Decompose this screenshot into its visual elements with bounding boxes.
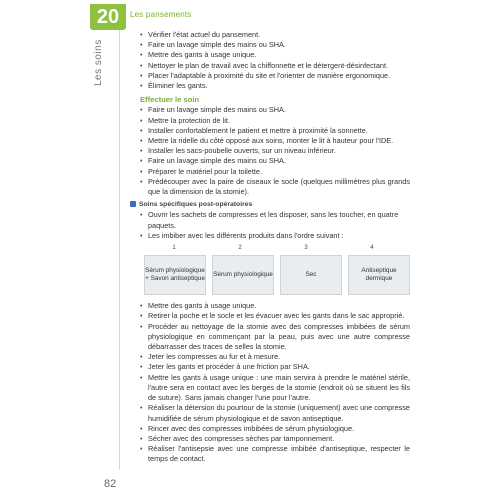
subsection-list-before — [140, 210, 410, 241]
list-item: • Éliminer les gants. — [140, 81, 410, 91]
step-number: 4 — [370, 245, 374, 252]
list-item: • Placer l'adaptable à proximité du site et l'orienter de manière ergonomique. — [140, 71, 410, 81]
page-content — [140, 30, 410, 465]
list-item: • Rincer avec des compresses imbibées de sérum physiologique. — [140, 424, 410, 434]
list-item: • Installer les sacs-poubelle ouverts, sur un niveau inférieur. — [140, 146, 410, 156]
list-item: • Ouvrir les sachets de compresses et les disposer, sans les toucher, en quatre paquets. — [140, 210, 410, 230]
step-box: Antiseptique dermique — [348, 255, 410, 295]
step-boxes — [144, 255, 410, 295]
subsection-list-after — [140, 301, 410, 464]
list-item: • Installer confortablement le patient et mettre à proximité la sonnette. — [140, 126, 410, 136]
subsection-title: Soins spécifiques post-opératoires — [139, 201, 253, 209]
step-number: 1 — [172, 245, 176, 252]
list-item: • Faire un lavage simple des mains ou SHA. — [140, 40, 410, 50]
step-number: 3 — [304, 245, 308, 252]
list-item: • Réaliser l'antisepsie avec une compresse imbibée d'antiseptique, respecter le temps de contact. — [140, 444, 410, 464]
list-item: • Procéder au nettoyage de la stomie avec des compresses imbibées de sérum physiologique en commençant par la peau, puis avec une autre compresse débarrasser des traces de selles la stomie. — [140, 322, 410, 353]
bullet-marker-icon — [130, 201, 136, 207]
list-item: • Mettre des gants à usage unique. — [140, 50, 410, 60]
list-item: • Jeter les compresses au fur et à mesure. — [140, 352, 410, 362]
subsection-heading — [130, 200, 410, 210]
list-item: • Vérifier l'état actuel du pansement. — [140, 30, 410, 40]
list-item: • Nettoyer le plan de travail avec la chiffonnette et le détergent-désinfectant. — [140, 61, 410, 71]
step-numbers — [144, 243, 410, 253]
intro-list — [140, 30, 410, 91]
list-item: • Prédécouper avec la paire de ciseaux le socle (quelques millimètres plus grands que la dimension de la stomie). — [140, 177, 410, 197]
list-item: • Préparer le matériel pour la toilette. — [140, 167, 410, 177]
step-box: Sérum physiologique — [212, 255, 274, 295]
page-number: 82 — [104, 478, 117, 490]
step-box: Sérum physiologique + Savon antiseptique — [144, 255, 206, 295]
list-item: • Mettre des gants à usage unique. — [140, 301, 410, 311]
section-list — [140, 105, 410, 197]
step-number: 2 — [238, 245, 242, 252]
list-item: • Sécher avec des compresses sèches par tamponnement. — [140, 434, 410, 444]
list-item: • Faire un lavage simple des mains ou SHA. — [140, 105, 410, 115]
list-item: • Mettre la protection de lit. — [140, 116, 410, 126]
chapter-number-badge: 20 — [90, 4, 126, 30]
chapter-title: Les pansements — [130, 10, 192, 19]
list-item: • Mettre la ridelle du côté opposé aux soins, monter le lit à hauteur pour l'IDE. — [140, 136, 410, 146]
section-heading: Effectuer le soin — [140, 95, 200, 105]
list-item: • Les imbiber avec les différents produits dans l'ordre suivant : — [140, 231, 410, 241]
list-item: • Mettre les gants à usage unique : une main servira à prendre le matériel stérile, l'autre sera en contact avec les berges de la stomie (endroit où se situent les fils de suture). Sans jamais changer l'une pour l'autre. — [140, 373, 410, 404]
list-item: • Faire un lavage simple des mains ou SHA. — [140, 156, 410, 166]
sidebar-label: Les soins — [93, 39, 104, 86]
list-item: • Réaliser la détersion du pourtour de la stomie (uniquement) avec une compresse humidifiée de sérum physiologique et de savon antiseptique. — [140, 403, 410, 423]
sidebar-divider — [119, 30, 120, 470]
list-item: • Jeter les gants et procéder à une friction par SHA. — [140, 362, 410, 372]
step-box: Sec — [280, 255, 342, 295]
list-item: • Retirer la poche et le socle et les évacuer avec les gants dans le sac approprié. — [140, 311, 410, 321]
